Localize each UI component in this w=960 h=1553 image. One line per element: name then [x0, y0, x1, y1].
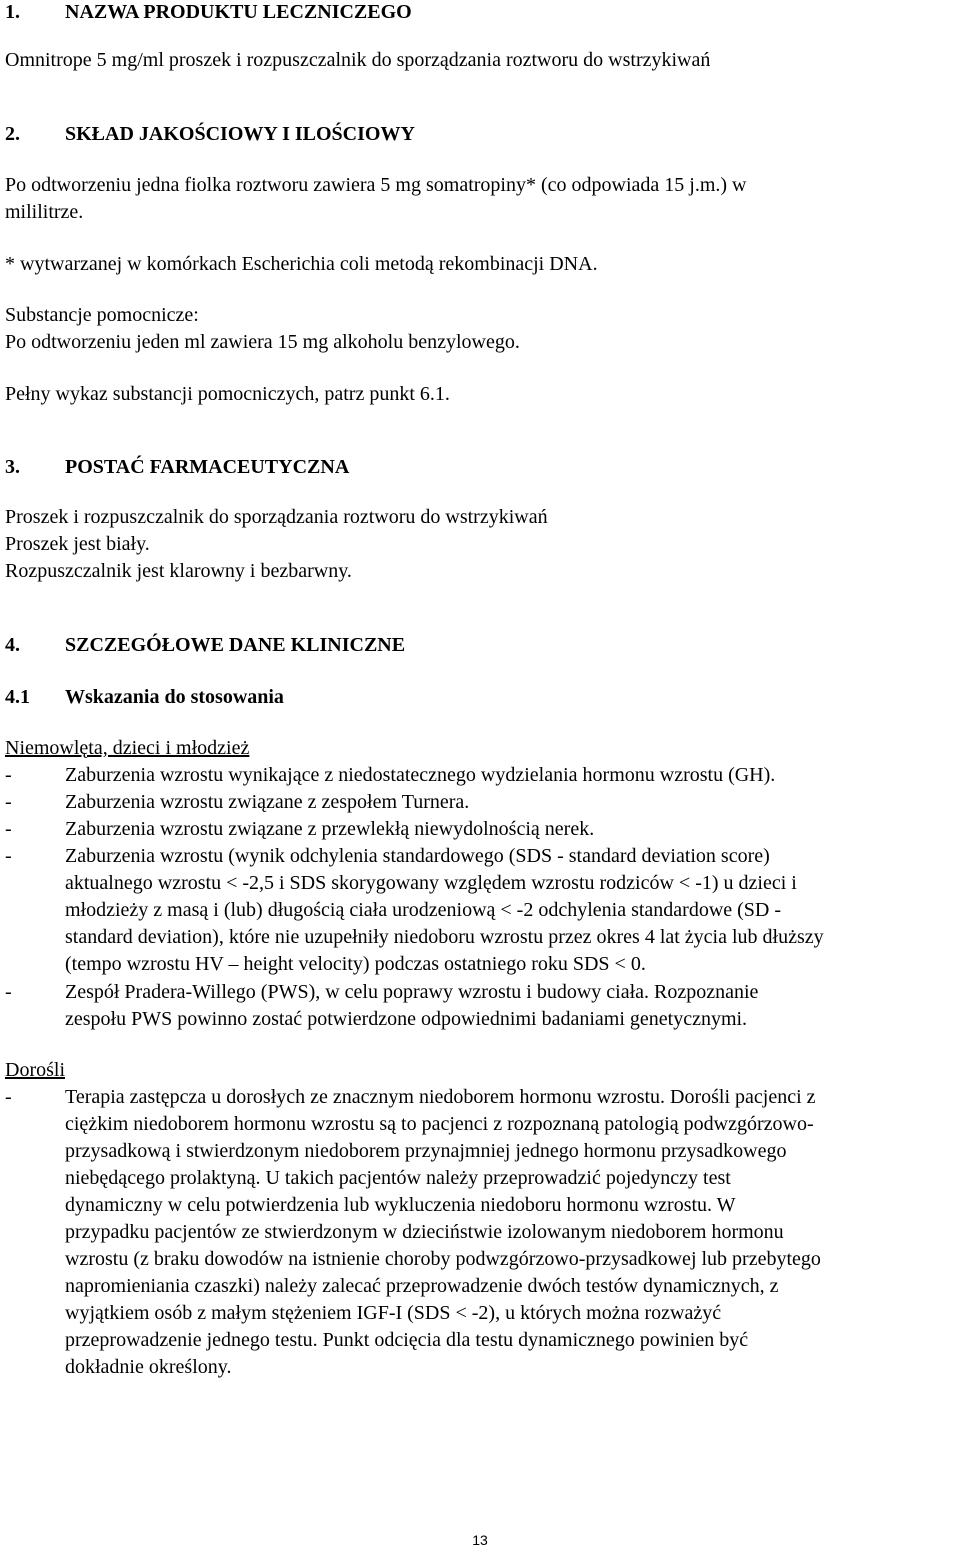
list-item — [5, 762, 775, 789]
pharmaceutical-form-line-3: Rozpuszczalnik jest klarowny i bezbarwny. — [5, 560, 352, 582]
list-item-continuation: standard deviation), które nie uzupełniły niedoboru wzrostu przez okres 4 lat życia lub dłuższy — [65, 926, 824, 948]
list-item — [5, 843, 770, 870]
excipients-label: Substancje pomocnicze: — [5, 304, 199, 326]
list-item-continuation: dynamiczny w celu potwierdzenia lub wykluczenia niedoboru hormonu wzrostu. W — [65, 1194, 736, 1216]
list-dash: - — [5, 764, 12, 786]
section-1-number: 1. — [5, 1, 20, 23]
children-subheading: Niemowlęta, dzieci i młodzież — [5, 737, 250, 759]
list-item-text: Zaburzenia wzrostu wynikające z niedostatecznego wydzielania hormonu wzrostu (GH). — [65, 764, 776, 786]
list-item-continuation: wzrostu (z braku dowodów na istnienie choroby podwzgórzowo-przysadkowej lub przebytego — [65, 1248, 821, 1270]
list-item-text: Zaburzenia wzrostu związane z przewlekłą niewydolnością nerek. — [65, 818, 595, 840]
list-item-continuation: (tempo wzrostu HV – height velocity) podczas ostatniego roku SDS < 0. — [65, 953, 646, 975]
section-4-1-number: 4.1 — [5, 686, 30, 708]
list-item-text: Zaburzenia wzrostu związane z zespołem Turnera. — [65, 791, 470, 813]
adults-subheading: Dorośli — [5, 1059, 65, 1081]
list-item-continuation: ciężkim niedoborem hormonu wzrostu są to pacjenci z rozpoznaną patologią podwzgórzowo- — [65, 1113, 814, 1135]
section-4-number: 4. — [5, 634, 20, 656]
section-2-number: 2. — [5, 123, 20, 145]
list-item-continuation: przypadku pacjentów ze stwierdzonym w dzieciństwie izolowanym niedoborem hormonu — [65, 1221, 784, 1243]
section-2-title: SKŁAD JAKOŚCIOWY I ILOŚCIOWY — [65, 123, 415, 145]
section-2-heading — [5, 121, 415, 148]
section-3-heading — [5, 454, 349, 481]
list-item-continuation: zespołu PWS powinno zostać potwierdzone odpowiednimi badaniami genetycznymi. — [65, 1008, 748, 1030]
section-4-heading — [5, 632, 405, 659]
section-1-title: NAZWA PRODUKTU LECZNICZEGO — [65, 1, 412, 23]
product-name-text: Omnitrope 5 mg/ml proszek i rozpuszczalnik do sporządzania roztworu do wstrzykiwań — [5, 49, 711, 71]
list-item — [5, 816, 594, 843]
section-4-1-title: Wskazania do stosowania — [65, 686, 284, 708]
list-item-continuation: przysadkową i stwierdzonym niedoborem przynajmniej jednego hormonu przysadkowego — [65, 1140, 787, 1162]
list-item-continuation: napromieniania czaszki) należy zalecać przeprowadzenie dwóch testów dynamicznych, z — [65, 1275, 779, 1297]
list-item — [5, 789, 469, 816]
list-item — [5, 1084, 816, 1111]
list-item-text: Terapia zastępcza u dorosłych ze znacznym niedoborem hormonu wzrostu. Dorośli pacjenci z — [65, 1086, 816, 1108]
excipients-reference: Pełny wykaz substancji pomocniczych, patrz punkt 6.1. — [5, 383, 450, 405]
list-dash: - — [5, 845, 12, 867]
list-dash: - — [5, 1086, 12, 1108]
pharmaceutical-form-line-1: Proszek i rozpuszczalnik do sporządzania roztworu do wstrzykiwań — [5, 506, 548, 528]
section-1-heading — [5, 0, 412, 26]
list-item-text: Zaburzenia wzrostu (wynik odchylenia standardowego (SDS - standard deviation score) — [65, 845, 770, 867]
list-dash: - — [5, 791, 12, 813]
composition-line-1: Po odtworzeniu jedna fiolka roztworu zawiera 5 mg somatropiny* (co odpowiada 15 j.m.) w — [5, 174, 747, 196]
section-3-title: POSTAĆ FARMACEUTYCZNA — [65, 456, 350, 478]
list-item-continuation: młodzieży z masą i (lub) długością ciała urodzeniową < -2 odchylenia standardowe (SD - — [65, 899, 782, 921]
list-item-continuation: aktualnego wzrostu < -2,5 i SDS skorygowany względem wzrostu rodziców < -1) u dzieci i — [65, 872, 797, 894]
list-item-text: Zespół Pradera-Willego (PWS), w celu poprawy wzrostu i budowy ciała. Rozpoznanie — [65, 981, 759, 1003]
page-number: 13 — [472, 1532, 488, 1548]
list-item-continuation: dokładnie określony. — [65, 1356, 232, 1378]
section-4-1-heading — [5, 684, 284, 711]
list-dash: - — [5, 981, 12, 1003]
list-item-continuation: niebędącego prolaktyną. U takich pacjentów należy przeprowadzić pojedynczy test — [65, 1167, 731, 1189]
section-4-title: SZCZEGÓŁOWE DANE KLINICZNE — [65, 634, 406, 656]
list-item — [5, 979, 758, 1006]
list-item-continuation: przeprowadzenie jednego testu. Punkt odcięcia dla testu dynamicznego powinien być — [65, 1329, 749, 1351]
list-dash: - — [5, 818, 12, 840]
section-3-number: 3. — [5, 456, 20, 478]
composition-line-2: mililitrze. — [5, 201, 84, 223]
list-item-continuation: wyjątkiem osób z małym stężeniem IGF-I (SDS < -2), u których można rozważyć — [65, 1302, 722, 1324]
excipients-text: Po odtworzeniu jeden ml zawiera 15 mg alkoholu benzylowego. — [5, 331, 520, 353]
composition-footnote: * wytwarzanej w komórkach Escherichia coli metodą rekombinacji DNA. — [5, 253, 598, 275]
pharmaceutical-form-line-2: Proszek jest biały. — [5, 533, 150, 555]
